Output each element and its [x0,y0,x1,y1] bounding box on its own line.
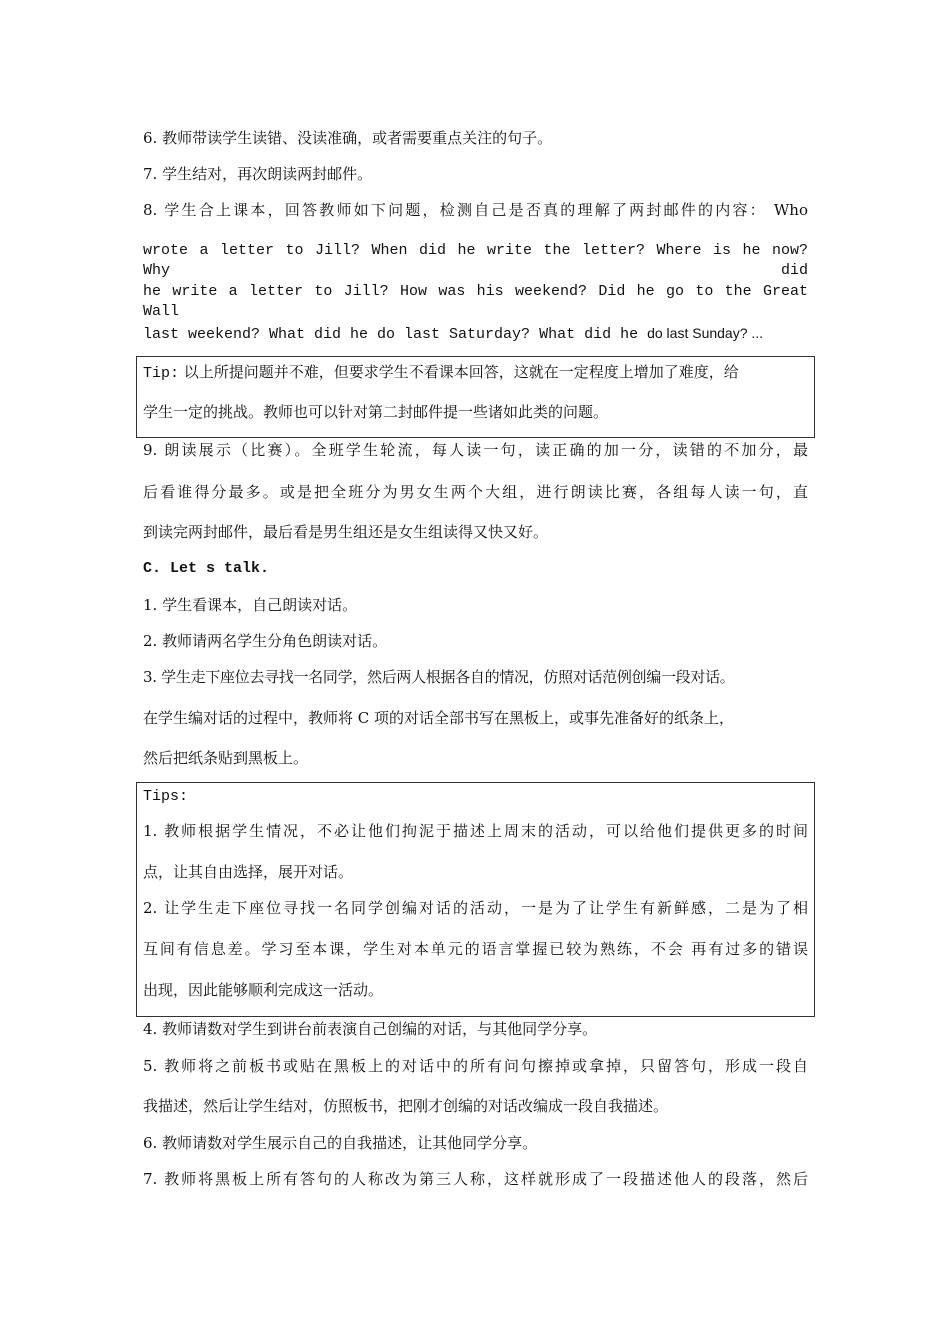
step-8-line-4 [143,323,763,345]
tips-item-2-line-1: 2. 让学生走下座位寻找一名同学创编对话的活动，一是为了让学生有新鲜感，二是为了相 [143,899,808,917]
step-8-line-2: wrote a letter to Jill? When did he write the letter? Where is he now? Why did [143,242,808,279]
step-9-line-3: 到读完两封邮件，最后看是男生组还是女生组读得又快又好。 [143,523,549,541]
step-7-text: 7. 学生结对，再次朗读两封邮件。 [143,165,373,183]
tip-line-1 [143,362,739,384]
c-step-2: 2. 教师请两名学生分角色朗读对话。 [143,632,388,650]
c-step-5-line-1: 5. 教师将之前板书或贴在黑板上的对话中的所有问句擦掉或拿掉，只留答句，形成一段自 [143,1057,808,1075]
tips-item-2-line-3: 出现，因此能够顺利完成这一活动。 [143,981,384,999]
tips-item-1-line-1: 1. 教师根据学生情况，不必让他们拘泥于描述上周末的活动，可以给他们提供更多的时间 [143,822,808,840]
section-c-heading: C. Let s talk. [143,560,270,577]
tips-item-2-line-2: 互间有信息差。学习至本课，学生对本单元的语言掌握已较为熟练，不会 再有过多的错误 [143,940,808,958]
c-step-1: 1. 学生看课本，自己朗读对话。 [143,596,358,614]
step-8-line-4-mono: last weekend? What did he do last Saturday? What did he [143,326,648,343]
c-step-3-line-3: 然后把纸条贴到黑板上。 [143,749,309,767]
c-step-6: 6. 教师请数对学生展示自己的自我描述，让其他同学分享。 [143,1134,538,1152]
c-step-3-line-1: 3. 学生走下座位去寻找一名同学，然后两人根据各自的情况，仿照对话范例创编一段对话。 [143,668,735,686]
c-step-4: 4. 教师请数对学生到讲台前表演自己创编的对话，与其他同学分享。 [143,1020,598,1038]
tip-line-2: 学生一定的挑战。教师也可以针对第二封邮件提一些诸如此类的问题。 [143,403,609,421]
step-9-line-2: 后看谁得分最多。或是把全班分为男女生两个大组，进行朗读比赛，各组每人读一句，直 [143,483,808,501]
step-8-line-3: he write a letter to Jill? How was his weekend? Did he go to the Great Wall [143,283,808,320]
step-8-line-1: 8. 学生合上课本，回答教师如下问题，检测自己是否真的理解了两封邮件的内容： Who [143,201,808,219]
tips-label: Tips: [143,788,189,805]
tips-item-1-line-2: 点，让其自由选择，展开对话。 [143,863,354,881]
c-step-3-line-2: 在学生编对话的过程中，教师将 C 项的对话全部书写在黑板上，或事先准备好的纸条上， [143,709,735,727]
step-9-line-1: 9. 朗读展示（比赛）。全班学生轮流，每人读一句，读正确的加一分，读错的不加分，最 [143,441,808,459]
step-8-line-4-rest: do last Sunday? ... [647,325,764,341]
c-step-5-line-2: 我描述，然后让学生结对，仿照板书，把刚才创编的对话改编成一段自我描述。 [143,1097,669,1115]
tip-text-1: 以上所提问题并不难，但要求学生不看课本回答，这就在一定程度上增加了难度，给 [179,363,739,381]
step-6-text: 6. 教师带读学生读错、没读准确，或者需要重点关注的句子。 [143,129,553,147]
c-step-7-line-1: 7. 教师将黑板上所有答句的人称改为第三人称，这样就形成了一段描述他人的段落，然后 [143,1170,808,1188]
tip-label: Tip: [143,365,180,382]
